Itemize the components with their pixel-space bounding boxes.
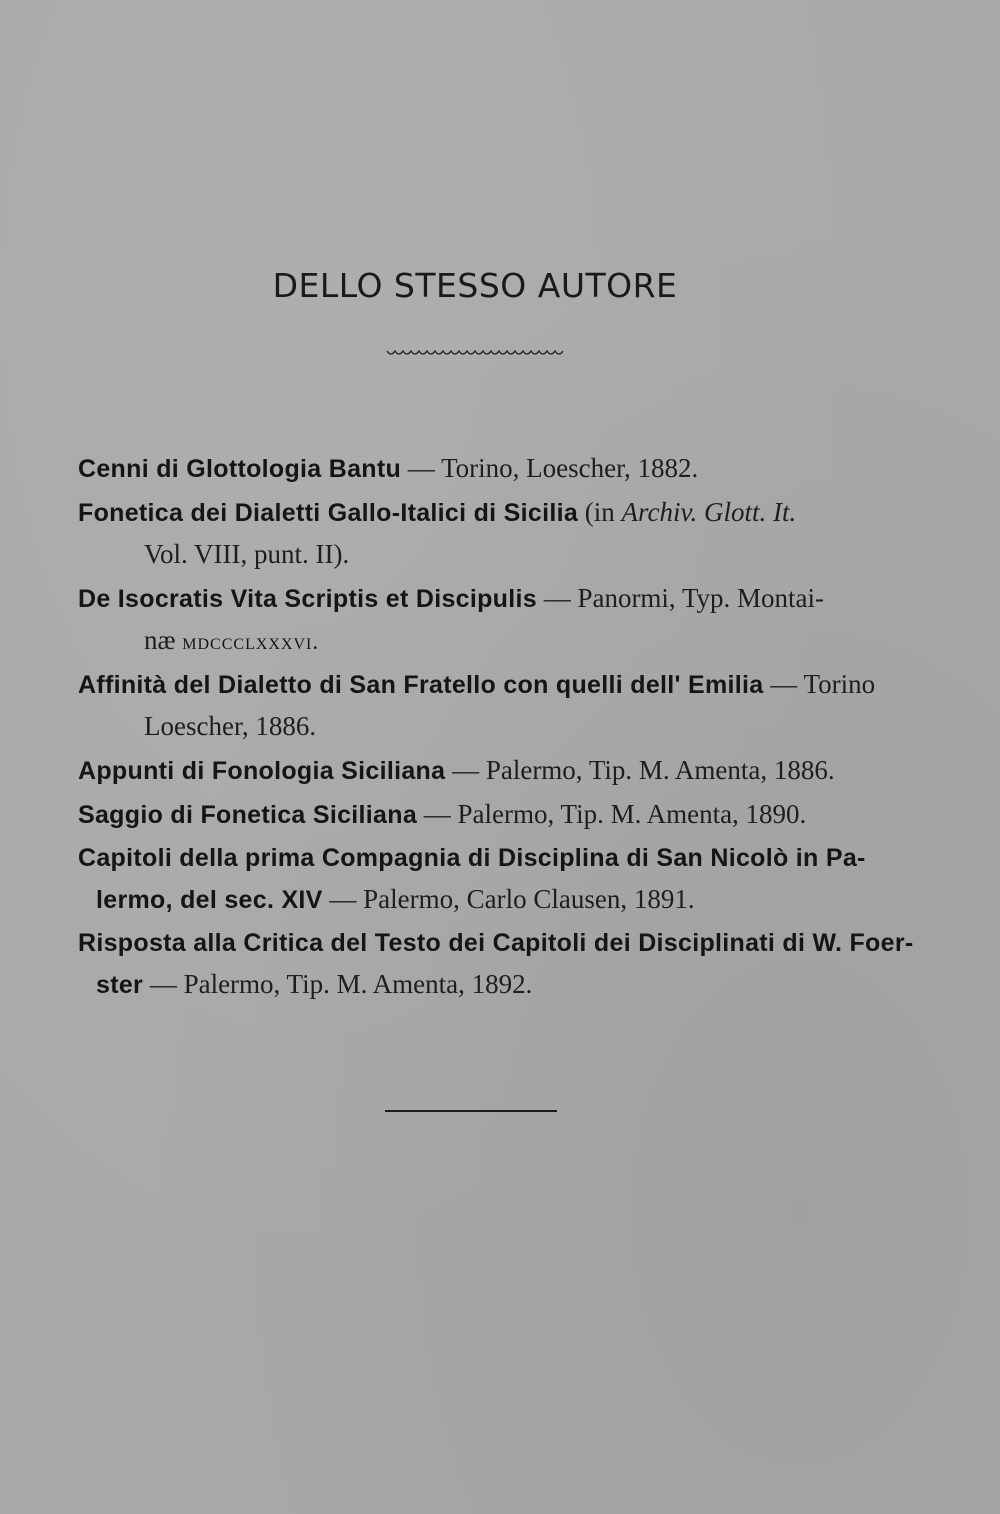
end-rule bbox=[385, 1110, 557, 1112]
work-title: ster bbox=[96, 971, 144, 999]
work-publication: Vol. VIII, punt. II). bbox=[144, 539, 350, 569]
work-publication: Palermo, Tip. M. Amenta, 1890. bbox=[457, 799, 807, 829]
work-title: lermo, del sec. XIV bbox=[96, 886, 323, 914]
work-publication: Palermo, Tip. M. Amenta, 1892. bbox=[183, 969, 533, 999]
list-item: Saggio di Fonetica Siciliana — Palermo, Tip. M. Amenta, 1890. bbox=[78, 799, 807, 829]
work-publication: Palermo, Tip. M. Amenta, 1886. bbox=[485, 755, 835, 785]
work-publication: Panormi, Typ. Montai- bbox=[577, 583, 825, 613]
works-list bbox=[78, 448, 914, 1008]
work-date-roman: mdccclxxxvi. bbox=[182, 629, 320, 654]
list-item: Capitoli della prima Compagnia di Disciplina di San Nicolò in Pa- lermo, del sec. XIV — Palermo, Carlo Clausen, 1891. bbox=[78, 844, 866, 914]
work-title: Fonetica dei Dialetti Gallo-Italici di Sicilia bbox=[78, 499, 579, 527]
list-item: Cenni di Glottologia Bantu — Torino, Loescher, 1882. bbox=[78, 453, 699, 483]
work-title: Cenni di Glottologia Bantu bbox=[78, 455, 402, 483]
work-publication: Torino bbox=[803, 669, 876, 699]
work-publication: Palermo, Carlo Clausen, 1891. bbox=[363, 884, 695, 914]
list-item: Appunti di Fonologia Siciliana — Palermo, Tip. M. Amenta, 1886. bbox=[78, 755, 835, 785]
wavy-ornament bbox=[385, 345, 565, 361]
work-title: Capitoli della prima Compagnia di Disciplina di San Nicolò in Pa- bbox=[78, 844, 866, 872]
work-title: Appunti di Fonologia Siciliana bbox=[78, 757, 446, 785]
work-publication: Torino, Loescher, 1882. bbox=[441, 453, 699, 483]
list-item: Affinità del Dialetto di San Fratello con quelli dell' Emilia — Torino Loescher, 1886. bbox=[78, 669, 876, 741]
work-title: Risposta alla Critica del Testo dei Capitoli dei Disciplinati di W. Foer- bbox=[78, 929, 914, 957]
work-title: De Isocratis Vita Scriptis et Discipulis bbox=[78, 585, 537, 613]
list-item: Risposta alla Critica del Testo dei Capitoli dei Disciplinati di W. Foer- ster — Palermo, Tip. M. Amenta, 1892. bbox=[78, 929, 914, 999]
work-publication: Archiv. Glott. It. bbox=[621, 497, 797, 527]
page-heading: DELLO STESSO AUTORE bbox=[272, 266, 678, 305]
list-item: De Isocratis Vita Scriptis et Discipulis — Panormi, Typ. Montai- næ mdccclxxxvi. bbox=[78, 583, 825, 655]
work-title: Saggio di Fonetica Siciliana bbox=[78, 801, 418, 829]
work-title: Affinità del Dialetto di San Fratello con quelli dell' Emilia bbox=[78, 671, 764, 699]
work-publication: Loescher, 1886. bbox=[144, 711, 317, 741]
list-item: Fonetica dei Dialetti Gallo-Italici di Sicilia (in Archiv. Glott. It. Vol. VIII, punt. II). bbox=[78, 497, 797, 569]
